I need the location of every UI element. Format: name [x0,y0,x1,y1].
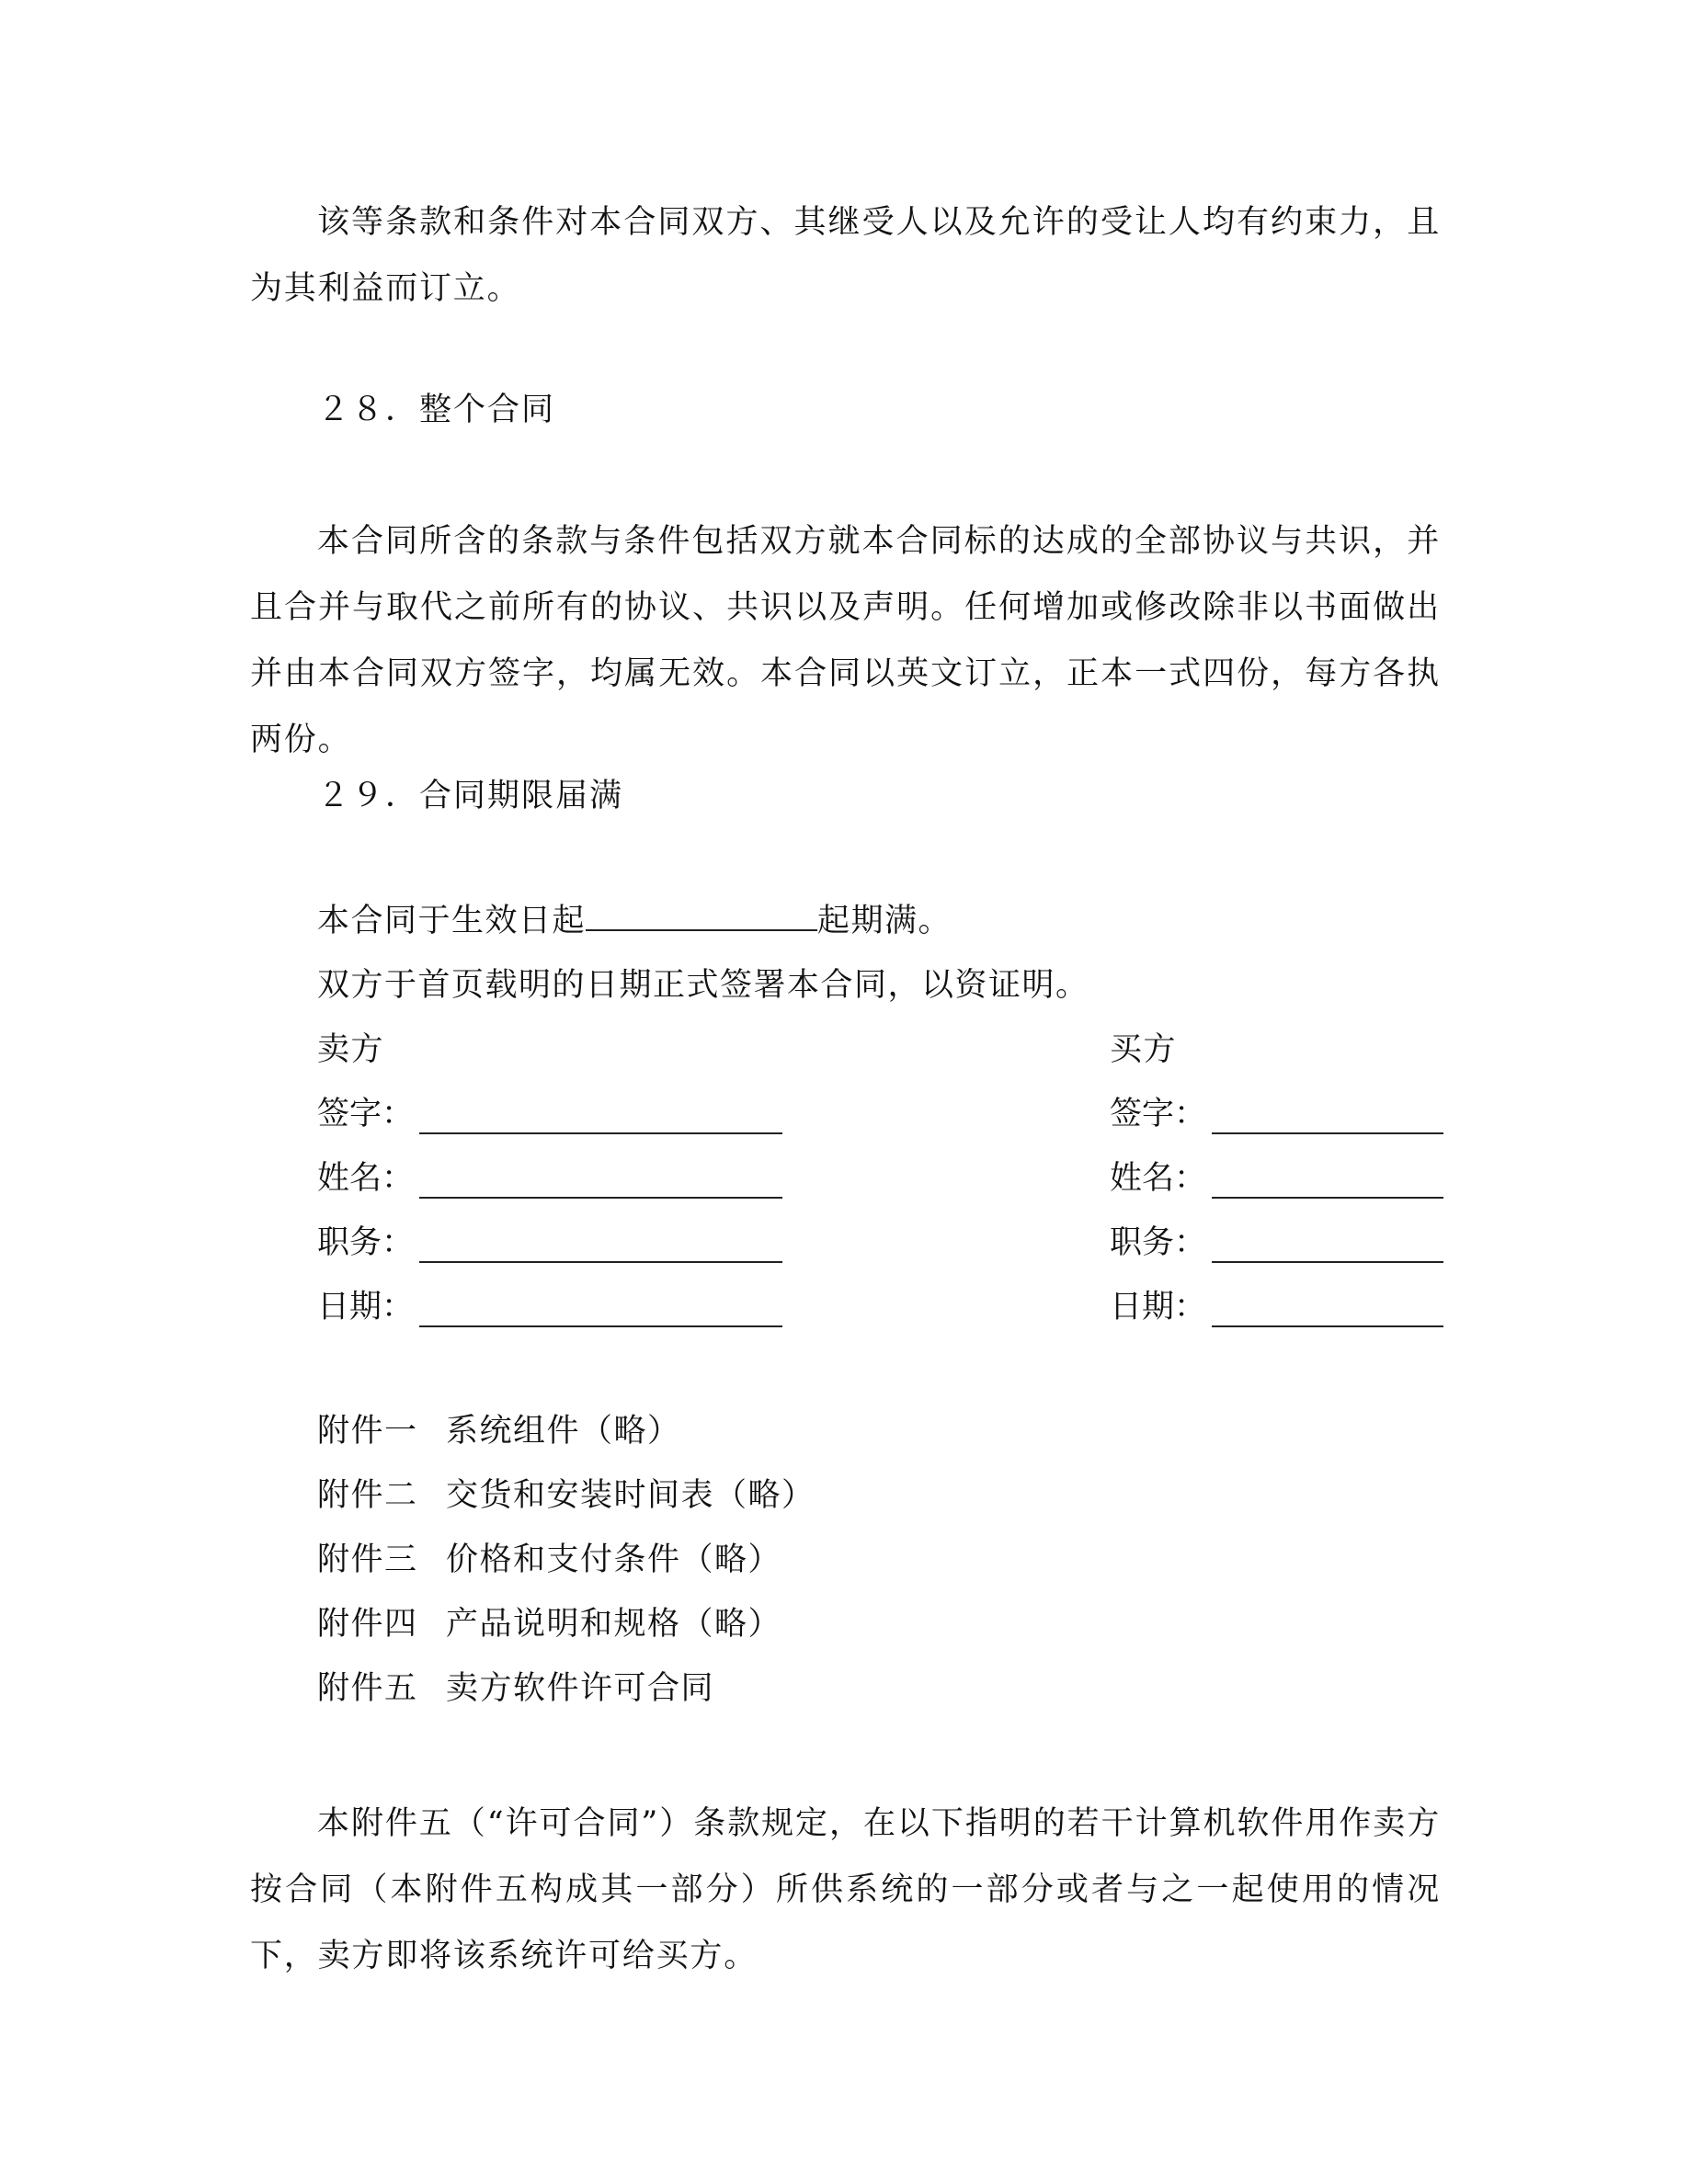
buyer-date-field[interactable] [1212,1294,1443,1327]
section-28-body: 本合同所含的条款与条件包括双方就本合同标的达成的全部协议与共识，并且合并与取代之前所有的协议、共识以及声明。任何增加或修改除非以书面做出并由本合同双方签字，均属无效。本合同以英文订立，正本一式四份，每方各执两份。 [250,523,1441,758]
expiry-clause [317,901,952,941]
seller-date-row [317,1287,782,1327]
annex-number: 附件四 [317,1606,418,1643]
seller-signature-field[interactable] [419,1101,782,1134]
seller-name-label: 姓名： [317,1160,415,1197]
seller-signature-label: 签字： [317,1096,415,1132]
annex-number: 附件三 [317,1541,418,1578]
seller-position-label: 职务： [317,1224,415,1261]
section-29-heading: ２９．合同期限届满 [317,778,624,814]
seller-title-row [317,1223,782,1263]
buyer-date-row [1110,1287,1443,1327]
annex-number: 附件五 [317,1670,418,1707]
seller-date-field[interactable] [419,1294,782,1327]
annex-item [317,1668,714,1709]
seller-date-label: 日期： [317,1289,415,1325]
expiry-suffix: 起期满。 [817,903,952,939]
seller-signature-row [317,1094,782,1134]
buyer-name-field[interactable] [1212,1166,1443,1199]
buyer-name-label: 姓名： [1110,1160,1207,1197]
annex-number: 附件一 [317,1413,418,1450]
buyer-signature-row [1110,1094,1443,1134]
annex-item [317,1475,815,1516]
annex-item [317,1411,681,1451]
buyer-date-label: 日期： [1110,1289,1207,1325]
annex-title: 卖方软件许可合同 [446,1670,715,1707]
annex-title: 产品说明和规格（略） [446,1606,782,1643]
annex-title: 系统组件（略） [446,1413,681,1450]
buyer-name-row [1110,1158,1443,1199]
section-28-heading: ２８．整个合同 [317,392,556,428]
buyer-title: 买方 [1110,1031,1178,1068]
annex-number: 附件二 [317,1477,418,1514]
buyer-signature-label: 签字： [1110,1096,1207,1132]
annex-5-intro: 本附件五（“许可合同”）条款规定，在以下指明的若干计算机软件用作卖方按合同（本附件五构成其一部分）所供系统的一部分或者与之一起使用的情况下，卖方即将该系统许可给买方。 [250,1805,1441,1974]
annex-item [317,1540,781,1580]
buyer-signature-field[interactable] [1212,1101,1443,1134]
expiry-date-blank[interactable] [586,902,817,931]
expiry-prefix: 本合同于生效日起 [317,903,587,939]
seller-position-field[interactable] [419,1230,782,1263]
buyer-title-row [1110,1223,1443,1263]
buyer-position-label: 职务： [1110,1224,1207,1261]
paragraph-binding-effect: 该等条款和条件对本合同双方、其继受人以及允许的受让人均有约束力，且为其利益而订立。 [250,204,1441,307]
seller-name-field[interactable] [419,1166,782,1199]
seller-title: 卖方 [317,1031,385,1068]
seller-name-row [317,1158,782,1199]
witness-statement: 双方于首页载明的日期正式签署本合同，以资证明。 [317,967,1089,1004]
buyer-position-field[interactable] [1212,1230,1443,1263]
annex-title: 交货和安装时间表（略） [446,1477,815,1514]
annex-item [317,1604,781,1644]
annex-title: 价格和支付条件（略） [446,1541,782,1578]
